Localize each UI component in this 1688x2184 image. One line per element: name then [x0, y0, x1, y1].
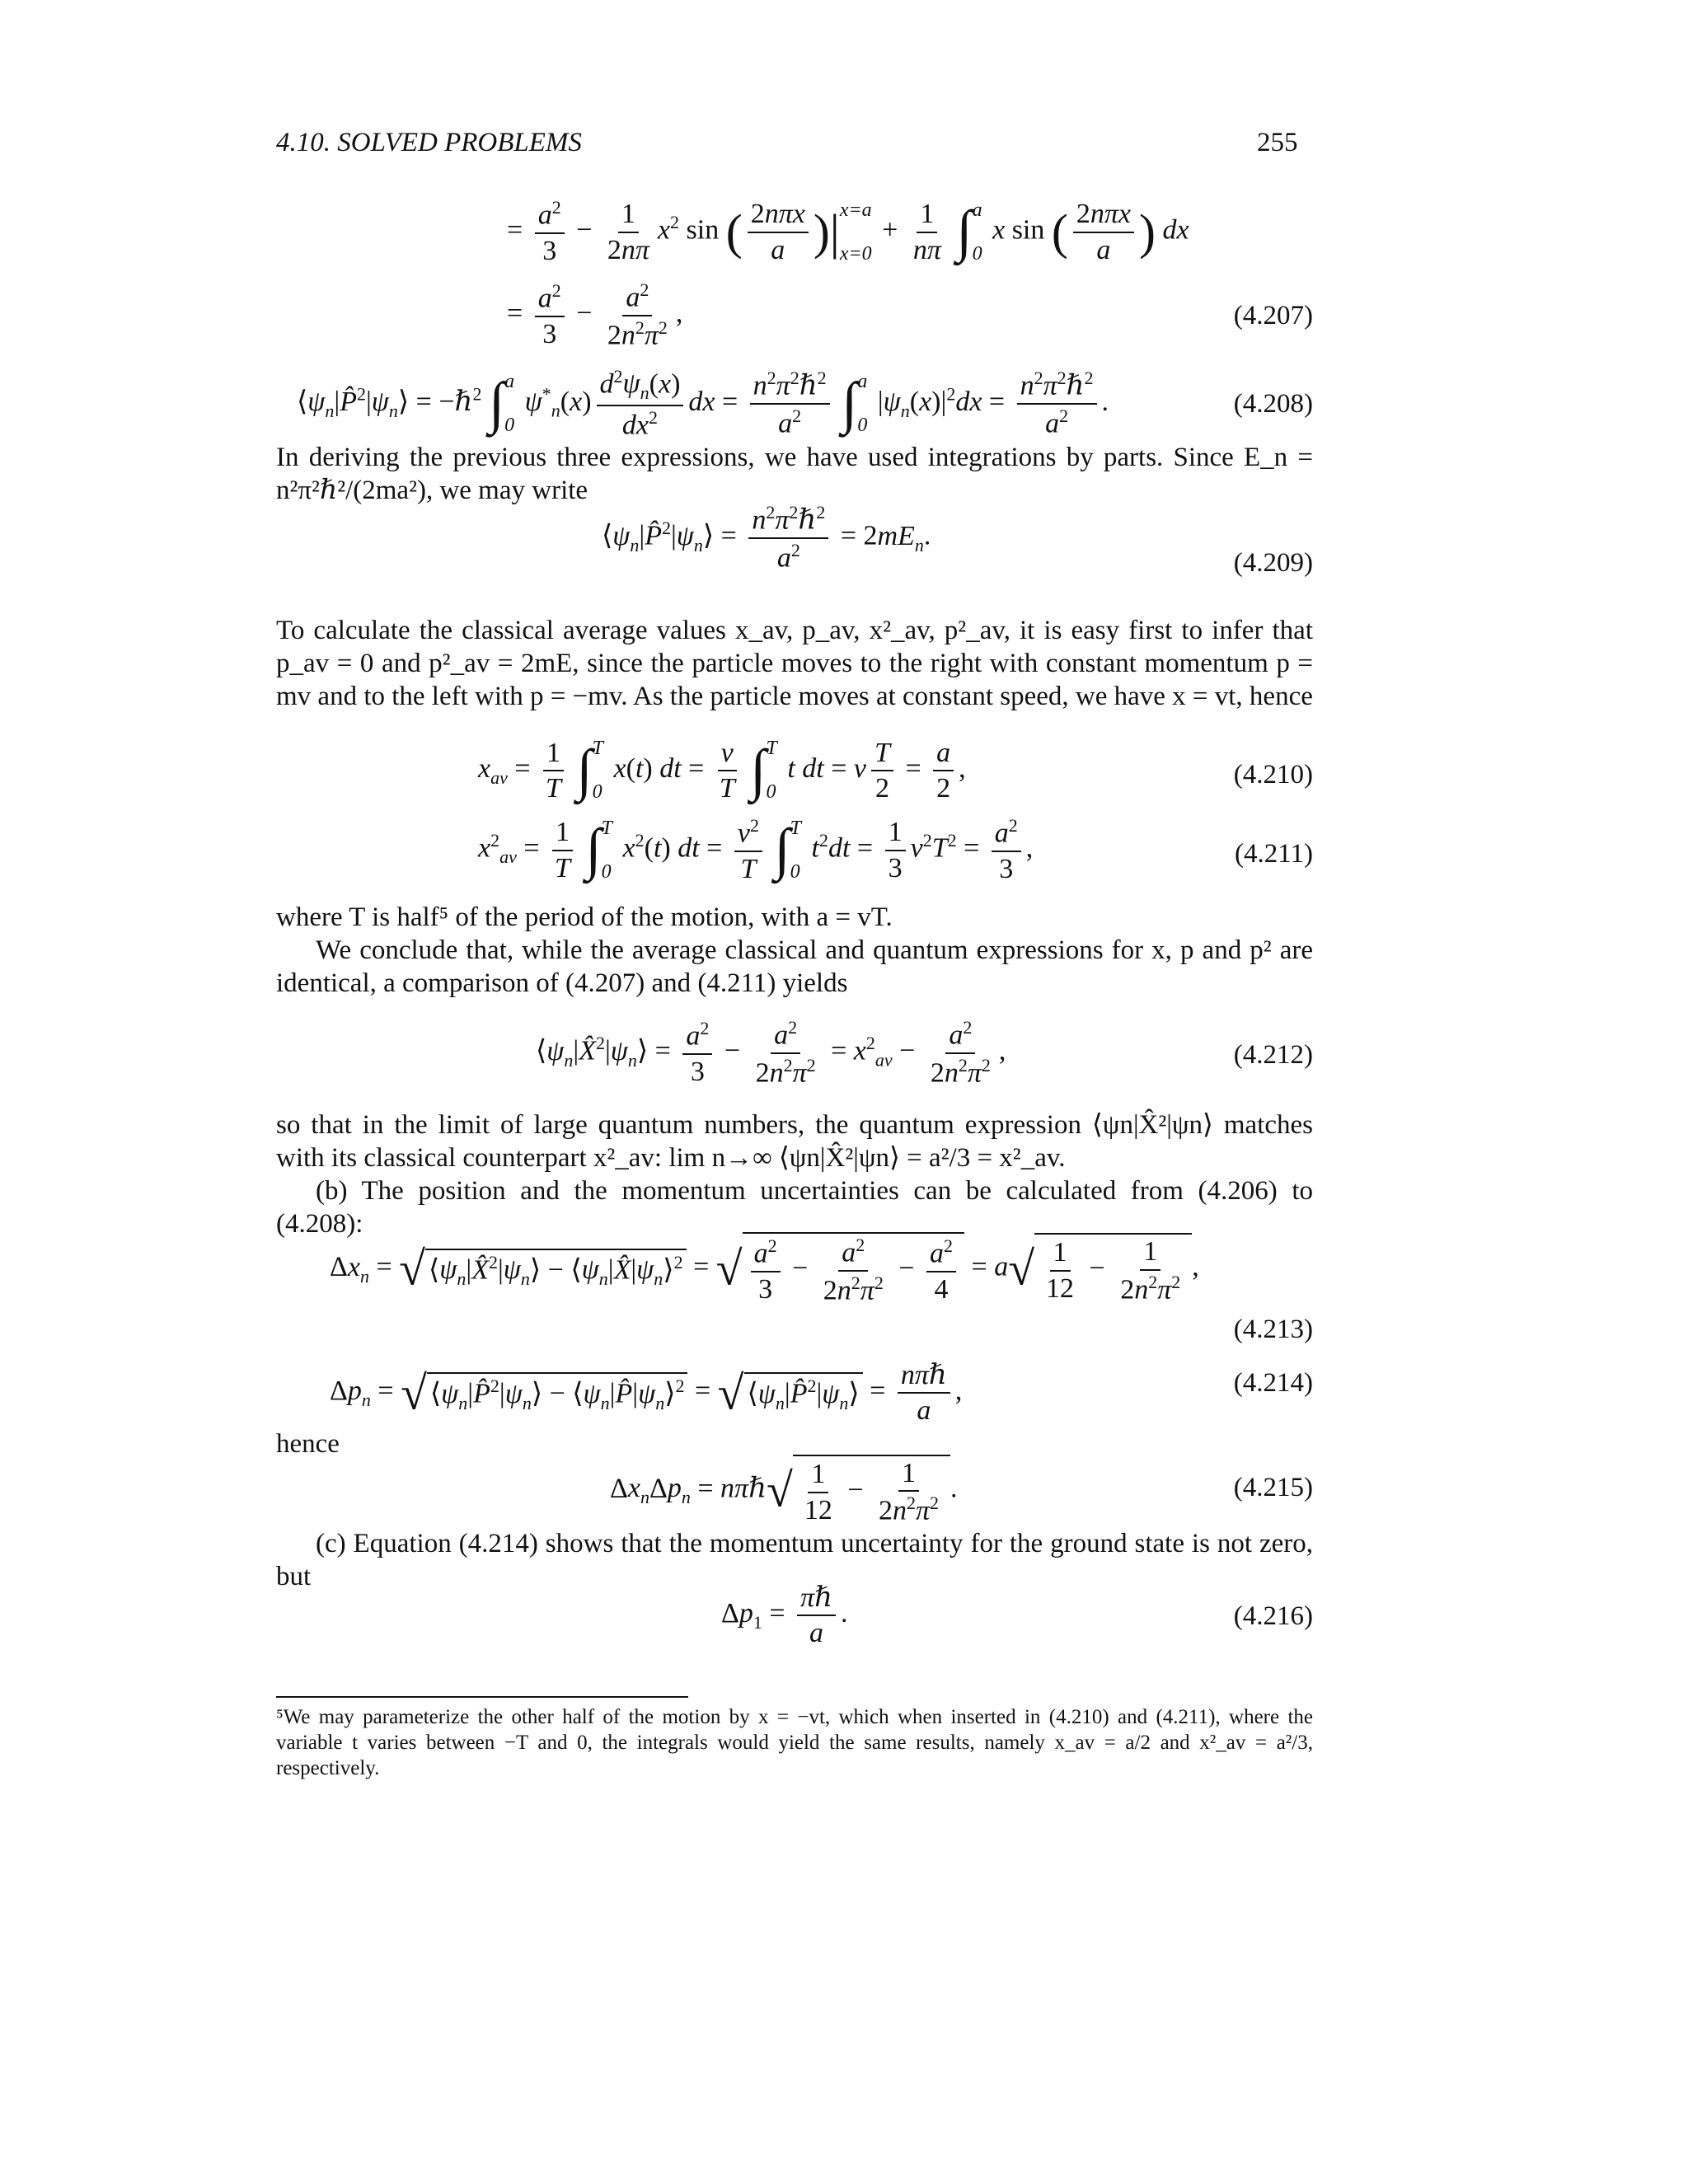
- eq-212: $⟨\psi_n|X̂^2|\psi_n⟩$ = $\frac{a^2}{3}$ − $\frac{a^2}{2n^2\pi^2}$ = $x^2_{av}$ − $\frac{a^2}{2n^2\pi^2}$ ,: [536, 1017, 1006, 1089]
- eq-211: $x^2_{av}$ = $\frac{1}{T}$ ∫ T 0 $x^2(t)$ dt = $\frac{v^2}{T}$ ∫ T 0 $t^2dt$ = $\frac{1}{3}$ $v^2T^2$ = $\frac{a^2}{3}$ ,: [478, 815, 1034, 884]
- eq-208: $⟨\psi_n|P̂^2|\psi_n⟩$ = −ℏ$^2$ ∫ a 0 $\psi^*_n(x)$ $\frac{d^2\psi_n(x)}{dx^2}$ dx = $\frac{n^2\pi^2\hbar^2}{a^2}$ ∫ a 0 $|\psi_n(x)|^2dx$ = $\frac{n^2\pi^2\hbar^2}{a^2}$ .: [297, 366, 1109, 441]
- eq-215: $\Delta x_n\Delta p_n$ = nπℏ√ $\frac{1}{12}$ − $\frac{1}{2n^2\pi^2}$ .: [610, 1455, 958, 1526]
- equation-number: (4.210): [1233, 760, 1313, 790]
- eq-210: $x_{av}$ = $\frac{1}{T}$ ∫ T 0 x(t) dt = $\frac{v}{T}$ ∫ T 0 t dt = v $\frac{T}{2}$ = $\frac{a}{2}$ ,: [478, 738, 966, 804]
- eq-213: $\Delta x_n$ = √ $⟨\psi_n|X̂^2|\psi_n⟩$ − $⟨\psi_n|X̂|\psi_n⟩^2$ = √ $\frac{a^2}{3}$ − $\frac{a^2}{2n^2\pi^2}$ − $\frac{a^2}{4}$ = a√ $\frac{1}{12}$ − $\frac{1}{2n^2\pi^2}$ ,: [330, 1232, 1199, 1305]
- paragraph: where T is half⁵ of the period of the motion, with a = vT.: [276, 902, 893, 932]
- equation-number: (4.215): [1233, 1473, 1313, 1502]
- paragraph: (c) Equation (4.214) shows that the momentum uncertainty for the ground state is not zero, but: [276, 1529, 1313, 1591]
- eq-209: $⟨\psi_n|P̂^2|\psi_n⟩$ = $\frac{n^2\pi^2\hbar^2}{a^2}$ = $2mE_n$.: [602, 502, 931, 574]
- equation-number: (4.214): [1233, 1368, 1313, 1398]
- equation-number: (4.216): [1233, 1601, 1313, 1631]
- equation-number: (4.213): [1233, 1315, 1313, 1344]
- footnote-rule: [276, 1696, 688, 1698]
- eq-207-line1: = $\frac{a^2}{3}$ − $\frac{1}{2n\pi}$ $x^2$ sin ( $\frac{\text{2nπx}}{a}$ )| x=a x=0 + $\frac{1}{n\pi}$ ∫ a 0 x sin ( $\frac{\text{2nπx}}{a}$ ) dx: [507, 197, 1189, 266]
- paragraph: To calculate the classical average values x_av, p_av, x²_av, p²_av, it is easy first to infer that p_av = 0 and p²_av = 2mE, since the particle moves to the right with constant momentum p = mv and to the left with p = −mv. As the particle moves at constant speed, we have x = vt, hence: [276, 616, 1313, 711]
- eq-214: $\Delta p_n$ = √ $⟨\psi_n|P̂^2|\psi_n⟩$ − $⟨\psi_n|P̂|\psi_n⟩^2$ = √ $⟨\psi_n|P̂^2|\psi_n⟩$ = $\frac{\text{nπℏ}}{a}$ ,: [330, 1360, 963, 1427]
- paragraph: so that in the limit of large quantum numbers, the quantum expression ⟨ψn|X̂²|ψn⟩ matches with its classical counterpart x²_av: lim n→∞ ⟨ψn|X̂²|ψn⟩ = a²/3 = x²_av.: [276, 1110, 1313, 1173]
- footnote: ⁵We may parameterize the other half of the motion by x = −vt, which when inserted in (4.210) and (4.211), where the variable t varies between −T and 0, the integrals would yield the same results, namely x_av = a/2 and x²_av = a²/3, respectively.: [276, 1706, 1313, 1779]
- paragraph: In deriving the previous three expressions, we have used integrations by parts. Since E_n = n²π²ℏ²/(2ma²), we may write: [276, 443, 1313, 505]
- page-number: 255: [1257, 128, 1298, 157]
- eq-207-line2: = $\frac{a^2}{3}$ − $\frac{a^2}{2n^2\pi^2}$ ,: [507, 279, 683, 351]
- equation-number: (4.208): [1233, 389, 1313, 419]
- equation-number: (4.212): [1233, 1040, 1313, 1070]
- eq-216: $\Delta p_1$ = $\frac{\text{πℏ}}{a}$ .: [721, 1582, 848, 1649]
- paragraph: We conclude that, while the average classical and quantum expressions for x, p and p² are identical, a comparison of (4.207) and (4.211) yields: [276, 935, 1313, 998]
- paragraph: (b) The position and the momentum uncertainties can be calculated from (4.206) to (4.208):: [276, 1176, 1313, 1239]
- equation-number: (4.211): [1234, 839, 1313, 869]
- running-header: 4.10. SOLVED PROBLEMS: [276, 128, 582, 157]
- paragraph: hence: [276, 1429, 340, 1459]
- equation-number: (4.207): [1233, 301, 1313, 330]
- equation-number: (4.209): [1233, 548, 1313, 578]
